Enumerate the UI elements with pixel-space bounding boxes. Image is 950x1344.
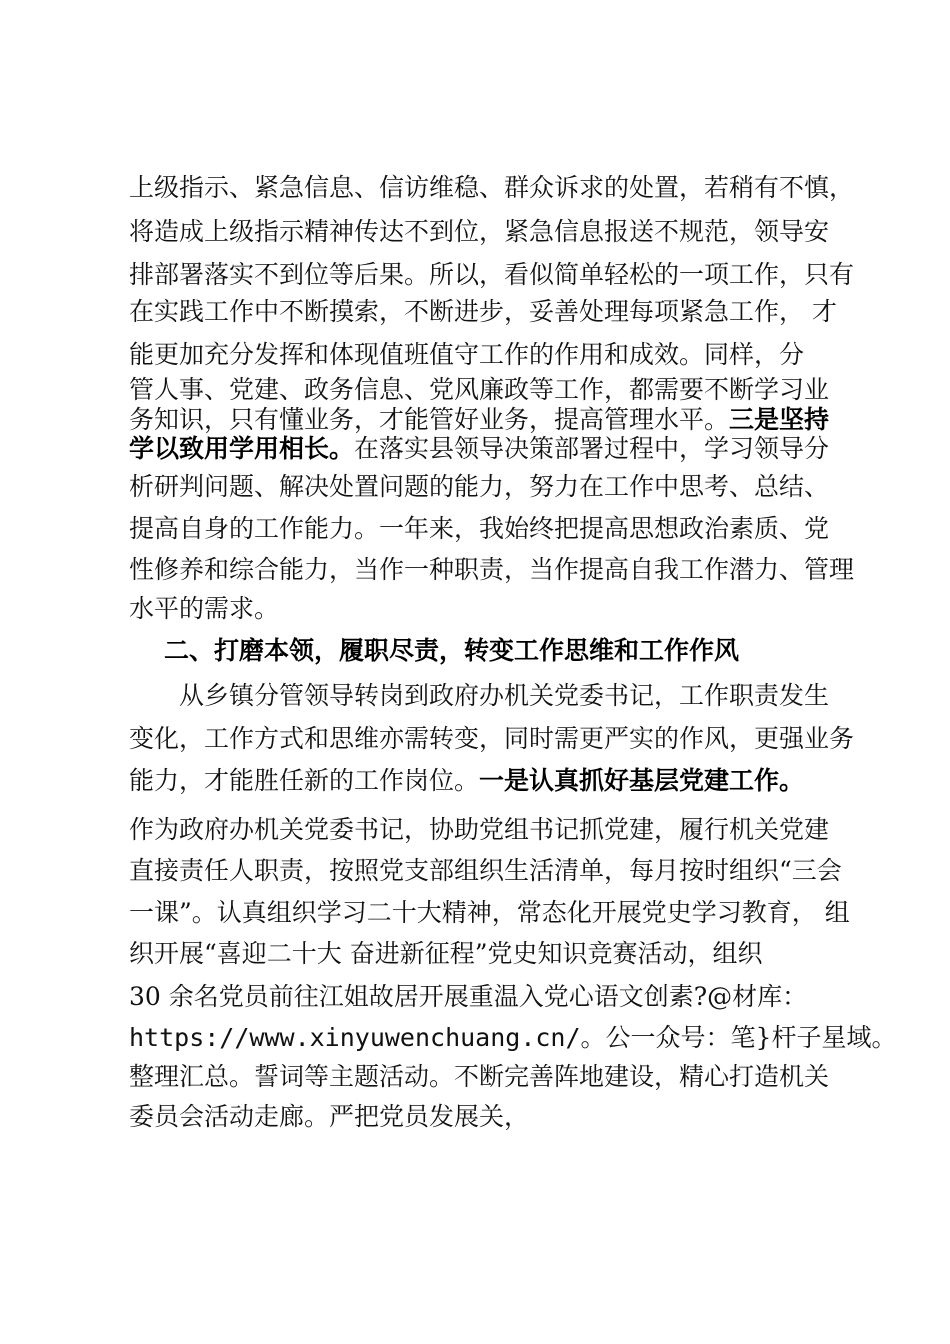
section-heading: 二、打磨本领，履职尽责，转变工作思维和工作作风	[164, 636, 740, 665]
url-text: https://www.xinyuwenchuang.cn/	[129, 1023, 581, 1052]
paragraph-line: 排部署落实不到位等后果。所以，看似简单轻松的一项工作，只有	[129, 260, 855, 289]
paragraph-line: 一课”。认真组织学习二十大精神，常态化开展党史学习教育， 组	[129, 898, 850, 927]
paragraph-line: https://www.xinyuwenchuang.cn/。公一众号：笔}杆子星域。	[129, 1023, 897, 1052]
paragraph-line: 直接责任人职责，按照党支部组织生活清单，每月按时组织“三会	[129, 856, 842, 885]
paragraph-line: 在实践工作中不断摸索，不断进步，妥善处理每项紧急工作， 才	[129, 297, 837, 326]
paragraph-line: 提高自身的工作能力。一年来，我始终把提高思想政治素质、党	[129, 514, 830, 543]
paragraph-line: 能更加充分发挥和体现值班值守工作的作用和成效。同样，分	[129, 340, 805, 369]
paragraph-line: 性修养和综合能力，当作一种职责，当作提高自我工作潜力、管理	[129, 555, 855, 584]
paragraph-line: 委员会活动走廊。严把党员发展关，	[129, 1102, 530, 1131]
emphasis-text: 学以致用学用相长。	[129, 434, 355, 463]
paragraph-line: 水平的需求。	[129, 594, 280, 623]
emphasis-text: 三是坚持	[729, 405, 830, 434]
paragraph-line: 将造成上级指示精神传达不到位，紧急信息报送不规范，领导安	[129, 217, 830, 246]
paragraph-line: 析研判问题、解决处置问题的能力，努力在工作中思考、总结、	[129, 472, 830, 501]
paragraph-line: 变化，工作方式和思维亦需转变，同时需更严实的作风，更强业务	[129, 724, 855, 753]
paragraph-line: 作为政府办机关党委书记，协助党组书记抓党建，履行机关党建	[129, 815, 830, 844]
paragraph-line: 能力，才能胜任新的工作岗位。一是认真抓好基层党建工作。	[129, 766, 805, 795]
paragraph-line: 学以致用学用相长。在落实县领导决策部署过程中，学习领导分	[129, 434, 830, 463]
paragraph-line: 上级指示、紧急信息、信访维稳、群众诉求的处置，若稍有不慎，	[129, 173, 855, 202]
paragraph-line: 管人事、党建、政务信息、党风廉政等工作，都需要不断学习业	[129, 375, 830, 404]
paragraph-line: 30 余名党员前往江姐故居开展重温入党心语文创素?@材库：	[129, 982, 808, 1011]
paragraph-line: 整理汇总。誓词等主题活动。不断完善阵地建设，精心打造机关	[129, 1062, 830, 1091]
paragraph-line: 从乡镇分管领导转岗到政府办机关党委书记，工作职责发生	[179, 681, 830, 710]
emphasis-text: 一是认真抓好基层党建工作。	[479, 766, 805, 795]
paragraph-line: 织开展“喜迎二十大 奋进新征程”党史知识竞赛活动，组织	[129, 939, 763, 968]
paragraph-line: 务知识，只有懂业务，才能管好业务，提高管理水平。三是坚持	[129, 405, 830, 434]
